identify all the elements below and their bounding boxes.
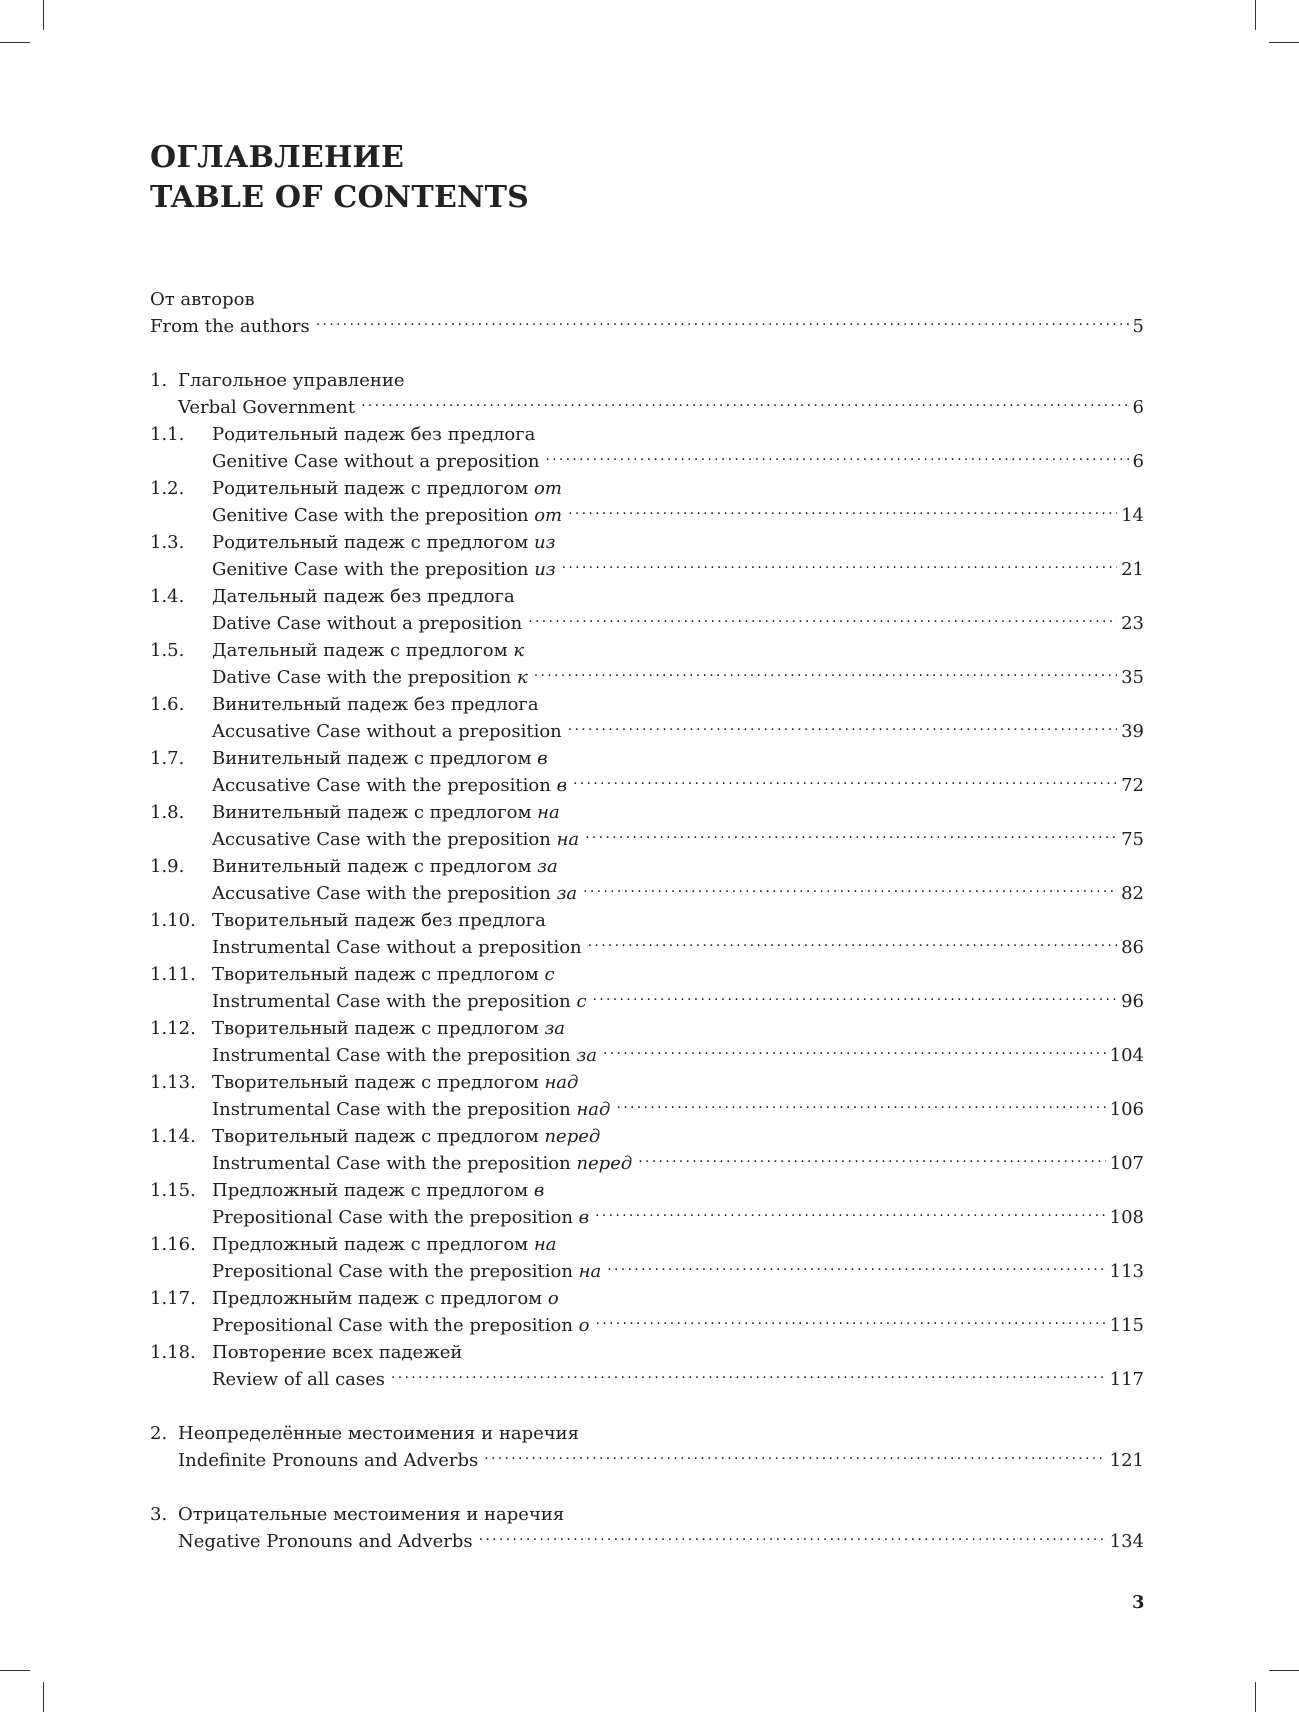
dot-leader [607, 1262, 1105, 1282]
section-line-ru [150, 1420, 1144, 1447]
subsection-line-ru [150, 1123, 1144, 1150]
subsection-line-ru [150, 475, 1144, 502]
subsection-title-ru [212, 1015, 565, 1042]
subsection-line-ru [150, 1285, 1144, 1312]
title-text: Творительный падеж с предлогом [212, 1072, 545, 1093]
crop-mark [1255, 1682, 1256, 1712]
subsection-line-ru [150, 745, 1144, 772]
section-line-ru [150, 1501, 1144, 1528]
title-text: Accusative Case without a preposition [212, 721, 562, 742]
title-text: Винительный падеж с предлогом [212, 856, 538, 877]
subsection-page-number: 117 [1109, 1369, 1144, 1390]
subsection-page-number: 21 [1121, 559, 1144, 580]
title-text: Genitive Case without a preposition [212, 451, 540, 472]
title-text: Родительный падеж с предлогом [212, 478, 534, 499]
preposition: перед [544, 1126, 601, 1147]
toc-entry-intro[interactable] [150, 286, 1144, 340]
sections-list [150, 367, 1144, 1555]
dot-leader [528, 614, 1117, 634]
preposition: на [537, 802, 560, 823]
subsection-title-ru [212, 637, 524, 664]
preposition: от [534, 505, 563, 526]
toc-subsection[interactable] [150, 583, 1144, 637]
section-title-en: Verbal Government [178, 397, 356, 418]
title-text: Prepositional Case with the preposition [212, 1315, 579, 1336]
subsection-title-en [212, 556, 556, 583]
subsection-title-en [212, 1042, 597, 1069]
title-text: Accusative Case with the preposition [212, 883, 557, 904]
preposition: к [513, 640, 525, 661]
subsection-line-en [150, 772, 1144, 799]
preposition: из [533, 532, 556, 553]
preposition: с [544, 964, 555, 985]
title-text: Instrumental Case without a preposition [212, 937, 582, 958]
subsection-title-ru [212, 961, 555, 988]
dot-leader [573, 776, 1117, 796]
subsection-number: 1.14. [150, 1126, 196, 1147]
subsection-line-en [150, 826, 1144, 853]
subsection-number: 1.1. [150, 424, 185, 445]
toc-subsection[interactable] [150, 529, 1144, 583]
spacer [150, 1393, 1144, 1420]
title-text: Instrumental Case with the preposition [212, 991, 577, 1012]
toc-subsection[interactable] [150, 853, 1144, 907]
subsection-title-en [212, 880, 577, 907]
preposition: над [576, 1099, 611, 1120]
subsection-title-en [212, 934, 582, 961]
subsection-line-ru [150, 1231, 1144, 1258]
table-of-contents [150, 286, 1144, 1555]
section-page-number: 6 [1132, 397, 1144, 418]
toc-subsection[interactable] [150, 1015, 1144, 1069]
subsection-line-en [150, 988, 1144, 1015]
title-text: Творительный падеж без предлога [212, 910, 546, 931]
title-text: Повторение всех падежей [212, 1342, 463, 1363]
subsection-title-en [212, 1096, 610, 1123]
section-title-en: Negative Pronouns and Adverbs [178, 1531, 473, 1552]
subsection-line-ru [150, 853, 1144, 880]
subsection-page-number: 108 [1109, 1207, 1144, 1228]
toc-subsection[interactable] [150, 799, 1144, 853]
subsection-number: 1.7. [150, 748, 185, 769]
subsection-page-number: 6 [1132, 451, 1144, 472]
subsection-line-ru [150, 799, 1144, 826]
subsection-line-en [150, 556, 1144, 583]
preposition: за [537, 856, 558, 877]
title-russian: ОГЛАВЛЕНИЕ [150, 140, 405, 175]
title-text: Accusative Case with the preposition [212, 775, 557, 796]
section-title-ru: Отрицательные местоимения и наречия [178, 1504, 565, 1525]
preposition: о [547, 1288, 559, 1309]
toc-section-2[interactable] [150, 1420, 1144, 1474]
section-page-number: 121 [1109, 1450, 1144, 1471]
subsection-line-en [150, 718, 1144, 745]
subsection-number: 1.16. [150, 1234, 196, 1255]
crop-mark [0, 42, 30, 43]
subsection-page-number: 115 [1109, 1315, 1144, 1336]
toc-subsection[interactable] [150, 1339, 1144, 1393]
dot-leader [596, 1316, 1106, 1336]
subsection-title-ru [212, 1339, 462, 1366]
subsection-line-en [150, 934, 1144, 961]
subsection-number: 1.3. [150, 532, 185, 553]
toc-subsection[interactable] [150, 1123, 1144, 1177]
dot-leader [545, 452, 1128, 472]
section-number: 1. [150, 370, 168, 391]
toc-subsection[interactable] [150, 637, 1144, 691]
subsection-line-ru [150, 907, 1144, 934]
subsection-page-number: 35 [1121, 667, 1144, 688]
page-number: 3 [1132, 1592, 1145, 1613]
title-text: Винительный падеж с предлогом [212, 802, 538, 823]
title-text: Винительный падеж с предлогом [212, 748, 538, 769]
subsection-number: 1.12. [150, 1018, 196, 1039]
subsection-page-number: 82 [1121, 883, 1144, 904]
subsection-line-ru [150, 637, 1144, 664]
section-line-en [150, 1447, 1144, 1474]
dot-leader [588, 938, 1117, 958]
preposition: от [533, 478, 562, 499]
preposition: на [533, 1234, 557, 1255]
dot-leader [568, 506, 1117, 526]
preposition: за [576, 1045, 597, 1066]
subsection-line-en [150, 1366, 1144, 1393]
dot-leader [534, 668, 1117, 688]
subsection-title-en [212, 826, 579, 853]
dot-leader [585, 830, 1117, 850]
subsection-number: 1.9. [150, 856, 185, 877]
crop-mark [1269, 42, 1299, 43]
subsection-title-en [212, 1312, 590, 1339]
toc-subsection[interactable] [150, 745, 1144, 799]
preposition: в [556, 775, 568, 796]
title-text: Instrumental Case with the preposition [212, 1045, 577, 1066]
subsection-line-ru [150, 1177, 1144, 1204]
preposition: на [578, 1261, 602, 1282]
subsection-line-ru [150, 1015, 1144, 1042]
title-text: Предложный падеж с предлогом [212, 1180, 534, 1201]
subsection-title-ru [212, 907, 546, 934]
title-english: TABLE OF CONTENTS [150, 180, 530, 215]
title-text: Dative Case without a preposition [212, 613, 523, 634]
dot-leader [484, 1451, 1105, 1471]
preposition: в [578, 1207, 590, 1228]
crop-mark [1269, 1670, 1299, 1671]
title-text: Prepositional Case with the preposition [212, 1207, 579, 1228]
subsection-line-en [150, 610, 1144, 637]
title-text: Предложный падеж с предлогом [212, 1234, 534, 1255]
subsection-page-number: 86 [1121, 937, 1144, 958]
subsection-title-ru [212, 583, 515, 610]
subsection-line-ru [150, 529, 1144, 556]
subsection-title-en [212, 1258, 601, 1285]
subsection-title-en [212, 610, 522, 637]
subsection-title-ru [212, 475, 562, 502]
title-text: Родительный падеж с предлогом [212, 532, 534, 553]
subsection-number: 1.8. [150, 802, 185, 823]
dot-leader [391, 1370, 1106, 1390]
subsection-line-en [150, 502, 1144, 529]
subsection-title-ru [212, 1177, 544, 1204]
subsection-number: 1.5. [150, 640, 185, 661]
crop-mark [43, 0, 44, 30]
subsection-page-number: 96 [1121, 991, 1144, 1012]
title-text: Prepositional Case with the preposition [212, 1261, 579, 1282]
toc-subsection[interactable] [150, 1177, 1144, 1231]
section-page-number: 134 [1109, 1531, 1144, 1552]
title-text: Творительный падеж с предлогом [212, 964, 545, 985]
subsection-line-en [150, 1150, 1144, 1177]
subsection-title-ru [212, 529, 555, 556]
subsection-number: 1.13. [150, 1072, 196, 1093]
dot-leader [316, 317, 1129, 337]
title-text: Genitive Case with the preposition [212, 505, 535, 526]
dot-leader [603, 1046, 1106, 1066]
section-number: 3. [150, 1504, 168, 1525]
preposition: в [533, 1180, 545, 1201]
subsection-title-en [212, 772, 567, 799]
subsection-line-en [150, 1096, 1144, 1123]
preposition: к [517, 667, 528, 688]
spacer [150, 1474, 1144, 1501]
subsection-title-ru [212, 1285, 559, 1312]
subsection-title-en [212, 1204, 589, 1231]
crop-mark [1255, 0, 1256, 30]
dot-leader [595, 1208, 1106, 1228]
subsection-line-en [150, 664, 1144, 691]
subsection-line-en [150, 448, 1144, 475]
subsection-title-ru [212, 745, 548, 772]
title-text: Instrumental Case with the preposition [212, 1099, 577, 1120]
subsection-line-ru [150, 421, 1144, 448]
subsection-line-en [150, 1204, 1144, 1231]
title-text: Творительный падеж с предлогом [212, 1018, 545, 1039]
section-line-en [150, 1528, 1144, 1555]
subsection-title-en [212, 988, 587, 1015]
toc-subsection[interactable] [150, 1069, 1144, 1123]
dot-leader [593, 992, 1118, 1012]
title-text: Accusative Case with the preposition [212, 829, 557, 850]
preposition: перед [576, 1153, 633, 1174]
toc-subsection[interactable] [150, 475, 1144, 529]
preposition: за [544, 1018, 566, 1039]
spacer [150, 340, 1144, 367]
subsection-title-ru [212, 1123, 600, 1150]
subsection-line-ru [150, 583, 1144, 610]
preposition: на [556, 829, 580, 850]
subsection-number: 1.15. [150, 1180, 196, 1201]
preposition: с [576, 991, 587, 1012]
section-number: 2. [150, 1423, 168, 1444]
dot-leader [361, 398, 1128, 418]
subsection-page-number: 75 [1121, 829, 1144, 850]
crop-mark [0, 1670, 30, 1671]
subsection-number: 1.18. [150, 1342, 196, 1363]
toc-subsection[interactable] [150, 961, 1144, 1015]
subsection-title-ru [212, 1231, 556, 1258]
title-text: Творительный падеж с предлогом [212, 1126, 545, 1147]
title-text: Genitive Case with the preposition [212, 559, 535, 580]
subsection-number: 1.6. [150, 694, 185, 715]
subsection-line-ru [150, 1339, 1144, 1366]
subsection-number: 1.11. [150, 964, 196, 985]
dot-leader [568, 722, 1117, 742]
toc-subsection[interactable] [150, 907, 1144, 961]
section-line-en [150, 394, 1144, 421]
title-text: Instrumental Case with the preposition [212, 1153, 577, 1174]
section-title-en: Indefinite Pronouns and Adverbs [178, 1450, 479, 1471]
subsection-title-en [212, 664, 528, 691]
toc-section-1[interactable] [150, 367, 1144, 1393]
subsection-page-number: 107 [1109, 1153, 1144, 1174]
preposition: за [556, 883, 578, 904]
subsection-line-ru [150, 1069, 1144, 1096]
section-line-ru [150, 367, 1144, 394]
subsection-line-ru [150, 691, 1144, 718]
subsection-page-number: 72 [1121, 775, 1144, 796]
subsection-page-number: 104 [1109, 1045, 1144, 1066]
title-text: Родительный падеж без предлога [212, 424, 536, 445]
dot-leader [479, 1532, 1106, 1552]
section-title-ru: Глагольное управление [178, 370, 405, 391]
entry-page-number: 5 [1132, 316, 1144, 337]
toc-subsection[interactable] [150, 421, 1144, 475]
dot-leader [616, 1100, 1105, 1120]
preposition: над [544, 1072, 579, 1093]
title-text: Предложныйм падеж с предлогом [212, 1288, 548, 1309]
subsection-title-ru [212, 799, 560, 826]
dot-leader [583, 884, 1117, 904]
subsection-line-en [150, 880, 1144, 907]
entry-title-en: From the authors [150, 316, 310, 337]
subsection-line-ru [150, 961, 1144, 988]
subsection-title-en [212, 718, 562, 745]
section-title-ru: Неопределённые местоимения и наречия [178, 1423, 580, 1444]
title-text: Дательный падеж без предлога [212, 586, 515, 607]
subsection-title-en [212, 502, 562, 529]
title-text: Dative Case with the preposition [212, 667, 517, 688]
subsection-line-en [150, 1258, 1144, 1285]
subsection-page-number: 39 [1121, 721, 1144, 742]
subsection-page-number: 106 [1109, 1099, 1144, 1120]
subsection-page-number: 14 [1121, 505, 1144, 526]
subsection-title-ru [212, 691, 539, 718]
subsection-number: 1.2. [150, 478, 185, 499]
dot-leader [638, 1154, 1105, 1174]
preposition: из [534, 559, 556, 580]
subsection-page-number: 113 [1109, 1261, 1144, 1282]
subsection-title-ru [212, 853, 558, 880]
crop-mark [43, 1682, 44, 1712]
subsection-number: 1.10. [150, 910, 196, 931]
dot-leader [562, 560, 1117, 580]
toc-subsection[interactable] [150, 1231, 1144, 1285]
preposition: о [578, 1315, 590, 1336]
subsection-title-en [212, 1150, 632, 1177]
subsection-line-en [150, 1312, 1144, 1339]
title-text: Винительный падеж без предлога [212, 694, 539, 715]
subsection-page-number: 23 [1121, 613, 1144, 634]
title-text: Review of all cases [212, 1369, 386, 1390]
title-text: Дательный падеж с предлогом [212, 640, 514, 661]
subsection-number: 1.17. [150, 1288, 196, 1309]
subsection-title-en [212, 1366, 385, 1393]
subsection-title-ru [212, 1069, 578, 1096]
subsection-line-en [150, 1042, 1144, 1069]
toc-subsection[interactable] [150, 1285, 1144, 1339]
subsection-title-en [212, 448, 539, 475]
subsection-title-ru [212, 421, 535, 448]
toc-section-3[interactable] [150, 1501, 1144, 1555]
toc-subsection[interactable] [150, 691, 1144, 745]
entry-title-ru: От авторов [150, 289, 255, 310]
preposition: в [537, 748, 548, 769]
page-title [150, 138, 529, 218]
subsection-number: 1.4. [150, 586, 185, 607]
